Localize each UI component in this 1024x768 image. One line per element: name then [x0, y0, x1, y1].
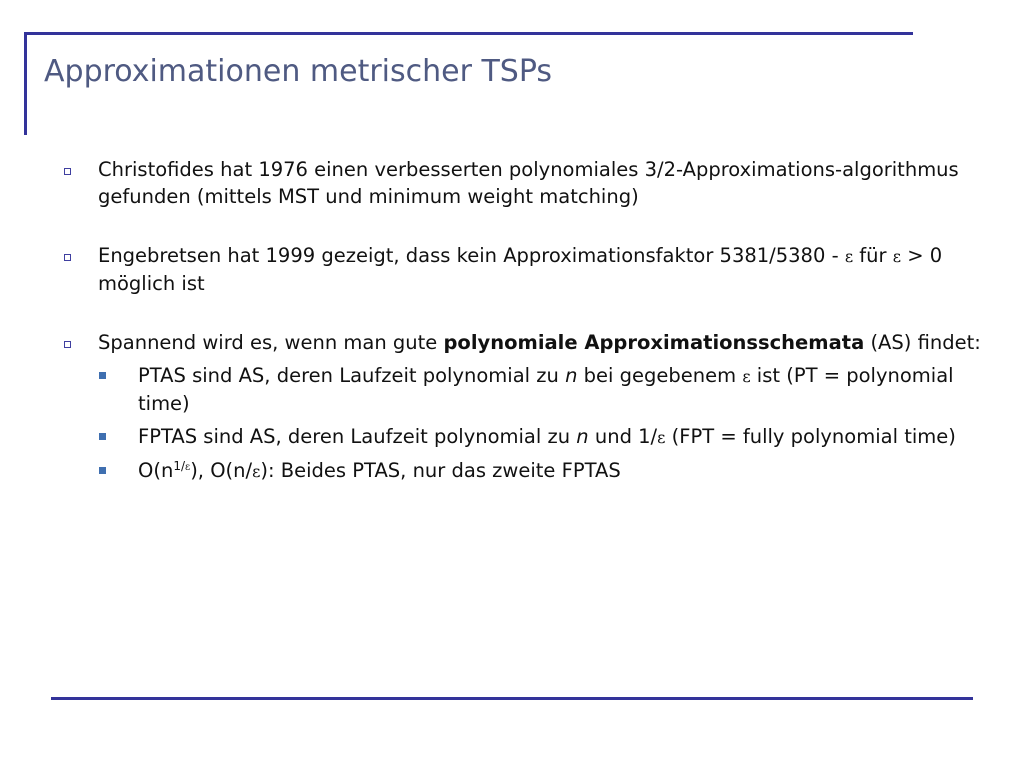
sub-bullet-text-part: ), O(n/: [190, 459, 253, 482]
hollow-square-bullet-icon: [64, 254, 71, 261]
bullet-text-part: für: [853, 244, 893, 267]
bullet-text-part: Spannend wird es, wenn man gute: [98, 331, 444, 354]
bullet-item-christofides: [62, 156, 1002, 210]
bold-term: polynomiale Approximationsschemata: [443, 331, 865, 354]
sub-bullet-fptas: [62, 423, 1002, 451]
hollow-square-bullet-icon: [64, 341, 71, 348]
italic-variable: n: [576, 425, 589, 448]
epsilon-symbol: ε: [892, 247, 902, 266]
bullet-text-part: > 0 möglich ist: [98, 244, 943, 295]
left-border-line: [24, 32, 27, 135]
sub-bullet-text-part: bei gegebenem: [577, 364, 743, 387]
sub-bullet-text-part: ist (PT = polynomial time): [138, 364, 954, 415]
sub-bullet-complexity-examples: [62, 457, 1002, 485]
filled-square-bullet-icon: [99, 467, 106, 474]
epsilon-symbol: ε: [742, 367, 751, 386]
sub-bullet-text-part: PTAS sind AS, deren Laufzeit polynomial zu: [138, 364, 566, 387]
bullet-item-approximation-schemes: [62, 329, 1002, 485]
epsilon-symbol: ε: [844, 247, 854, 266]
exponent-text: 1/: [173, 459, 186, 473]
epsilon-symbol: ε: [185, 462, 191, 473]
epsilon-symbol: ε: [657, 428, 666, 447]
italic-variable: n: [565, 364, 578, 387]
top-border-line: [24, 32, 913, 35]
slide-title: Approximationen metrischer TSPs: [44, 54, 553, 89]
bullet-text-part: (AS) findet:: [864, 331, 981, 354]
sub-bullet-text-part: FPTAS sind AS, deren Laufzeit polynomial zu: [138, 425, 577, 448]
bullet-text: Christofides hat 1976 einen verbesserten polynomiales 3/2-Approximations-algorithmus gefunden (mittels MST und minimum weight matching): [98, 158, 959, 208]
filled-square-bullet-icon: [99, 433, 106, 440]
bullet-text-part: Engebretsen hat 1999 gezeigt, dass kein Approximationsfaktor 5381/5380 -: [98, 244, 845, 267]
epsilon-symbol: ε: [252, 462, 261, 481]
sub-bullet-text-part: O(n: [138, 459, 174, 482]
bullet-list: [62, 156, 1002, 485]
bullet-item-engebretsen: [62, 242, 1002, 297]
sub-bullet-text-part: ): Beides PTAS, nur das zweite FPTAS: [260, 459, 621, 482]
bottom-border-line: [51, 697, 973, 700]
filled-square-bullet-icon: [99, 372, 106, 379]
sub-bullet-text-part: (FPT = fully polynomial time): [665, 425, 956, 448]
sub-bullet-text-part: und 1/: [588, 425, 658, 448]
sub-bullet-ptas: [62, 362, 1002, 417]
exponent: [173, 459, 190, 473]
hollow-square-bullet-icon: [64, 168, 71, 175]
